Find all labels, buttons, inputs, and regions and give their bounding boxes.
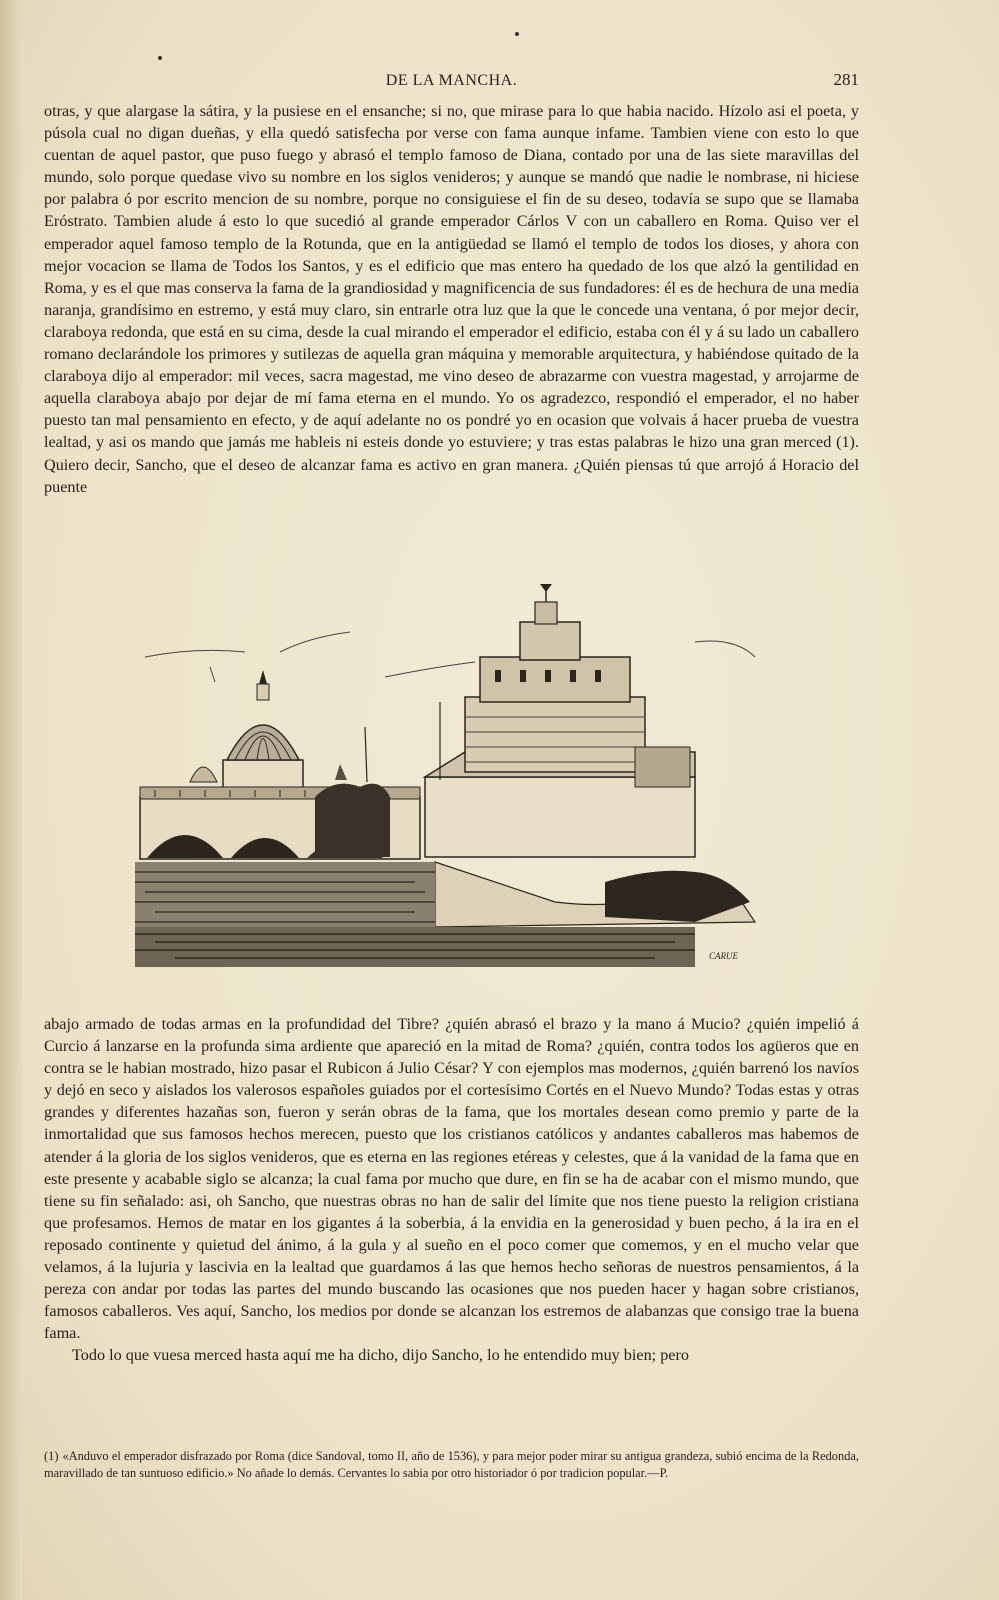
trees <box>315 784 390 857</box>
footnote-text: «Anduvo el emperador disfrazado por Roma (dice Sandoval, tomo II, año de 1536), y para mejor poder mirar su antigua grandeza, subió encima de la Redonda, maravillado de tan suntuoso edificio.» No añade lo demás. Cervantes lo sabia por otro historiador ó por tradicion popular.—P. <box>44 1449 859 1480</box>
river-and-bank <box>135 862 755 967</box>
artist-signature: CARUE <box>709 951 738 961</box>
footnote <box>44 1448 859 1482</box>
body-text-bottom <box>44 1013 859 1367</box>
castel-sant-angelo-engraving <box>135 582 795 987</box>
sky-lines <box>145 632 755 682</box>
page-number: 281 <box>833 70 859 89</box>
body-text-top <box>44 100 859 498</box>
paragraph: otras, y que alargase la sátira, y la pusiese en el ensanche; si no, que mirase para lo que habia nacido. Hízolo asi el poeta, y púsola cual no digan dueñas, y ella quedó satisfecha por verse con fama aunque infame. Tambien viene con esto lo que cuentan de aquel pastor, que puso fuego y abrasó el templo famoso de Diana, contado por una de las siete maravillas del mundo, solo porque quedase vivo su nombre en los siglos venideros; y aunque se mandó que nadie le nombrase, ni hiciese por palabra ó por escrito mencion de su nombre, porque no consiguiese el fin de su deseo, todavía se supo que se llamaba Eróstrato. Tambien alude á esto lo que sucedió al grande emperador Cárlos V con un caballero en Roma. Quiso ver el emperador aquel famoso templo de la Rotunda, que en la antigüedad se llamó el templo de todos los dioses, y ahora con mejor vocacion se llama de Todos los Santos, y es el edificio que mas entero ha quedado de los que alzó la gentilidad en Roma, y es el que mas conserva la fama de la grandiosidad y magnificencia de sus fundadores: él es de hechura de una media naranja, grandísimo en estremo, y está muy claro, sin entrarle otra luz que la que le concede una ventana, ó por mejor decir, claraboya redonda, que está en su cima, desde la cual mirando el emperador el edificio, estaba con él y á su lado un caballero romano declarándole los primores y sutilezas de aquella gran máquina y memorable arquitectura, y habiéndose quitado de la claraboya dijo al emperador: mil veces, sacra magestad, me vino deseo de abrazarme con vuestra magestad, y arrojarme de aquella claraboya abajo por dejar de mí fama eterna en el mundo. Yo os agradezco, respondió el emperador, el no haber puesto tan mal pensamiento en efecto, y de aquí adelante no os pondré yo en ocasion que volvais á hacer prueba de vuestra lealtad, y asi os mando que jamás me hableis ni esteis donde yo estuviere; y tras estas palabras le hizo una gran merced (1). Quiero decir, Sancho, que el deseo de alcanzar fama es activo en gran manera. ¿Quién piensas tú que arrojó á Horacio del puente <box>44 102 859 496</box>
running-title: DE LA MANCHA. <box>385 72 518 89</box>
ink-speck <box>515 32 519 36</box>
page-header <box>44 70 859 94</box>
page-gutter <box>0 0 22 1600</box>
paragraph: Todo lo que vuesa merced hasta aquí me ha dicho, dijo Sancho, lo he entendido muy bien; pero <box>72 1346 689 1365</box>
dome-church <box>190 670 347 790</box>
ink-speck <box>158 56 162 60</box>
footnote-mark: (1) <box>44 1449 59 1463</box>
paragraph: abajo armado de todas armas en la profundidad del Tibre? ¿quién abrasó el brazo y la mano á Mucio? ¿quién impelió á Curcio á lanzarse en la profunda sima ardiente que apareció en la mitad de Roma? ¿quién, contra todos los agüeros que en contra se le habian mostrado, hizo pasar el Rubicon á Julio César? Y con ejemplos mas modernos, ¿quién barrenó los navíos y dejó en seco y aislados los valerosos españoles guiados por el cortesísimo Cortés en el Nuevo Mundo? Todas estas y otras grandes y diferentes hazañas son, fueron y serán obras de la fama, que los mortales desean como premio y parte de la inmortalidad que sus famosos hechos merecen, puesto que los cristianos católicos y andantes caballeros mas habemos de atender á la gloria de los siglos venideros, que es eterna en las regiones etéreas y celestes, que á la vanidad de la fama que en este presente y acabable siglo se alcanza; la cual fama por mucho que dure, en fin se ha de acabar con el mismo mundo, que tiene su fin señalado: asi, oh Sancho, que nuestras obras no han de salir del límite que nos tiene puesto la religion cristiana que profesamos. Hemos de matar en los gigantes á la soberbia, á la envidia en la generosidad y buen pecho, á la ira en el reposado continente y quietud del ánimo, á la gula y al sueño en el poco comer que comemos, y en el mucho velar que velamos, á la lujuria y lascivia en la lealtad que guardamos á las que hemos hecho señoras de nuestros pensamientos, á la pereza con andar por todas las partes del mundo buscando las ocasiones que nos pueden hacer y hagan sobre cristianos, famosos caballeros. Ves aquí, Sancho, los medios por donde se alcanzan los estremos de alabanzas que consigo trae la buena fama. <box>44 1015 859 1343</box>
